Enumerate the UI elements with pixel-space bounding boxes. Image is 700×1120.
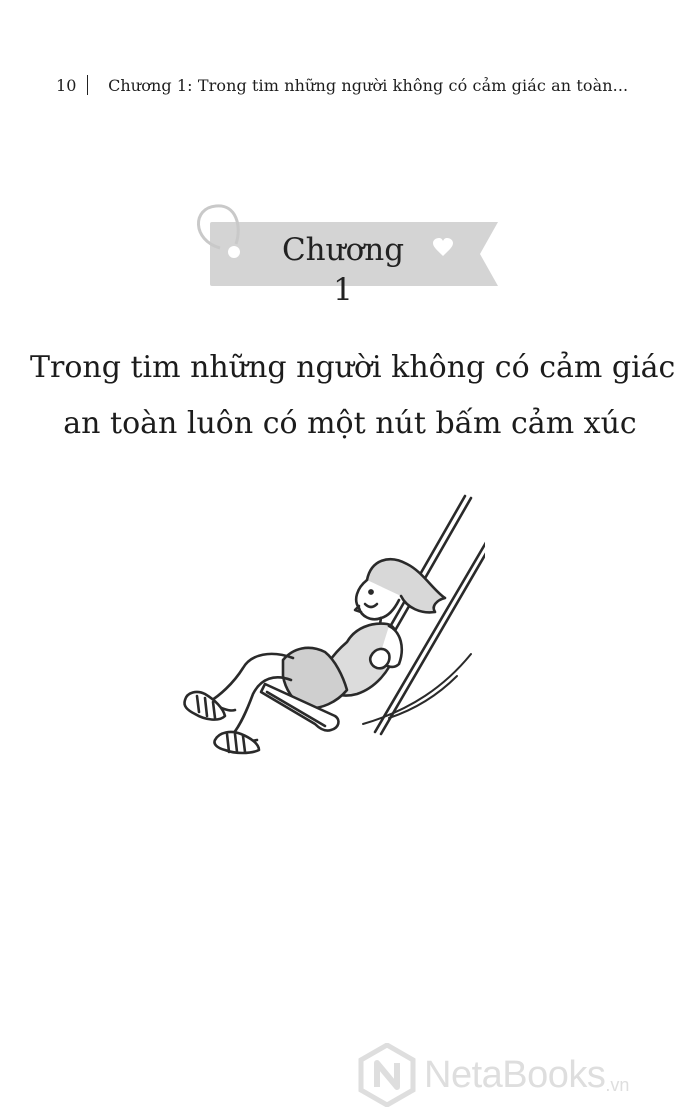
- page-number: 10: [56, 75, 77, 95]
- chapter-label: Chương 1: [281, 232, 405, 308]
- netabooks-logo-icon: [358, 1043, 416, 1107]
- girl-on-swing-illustration: [175, 488, 485, 768]
- watermark-brand: NetaBooks: [424, 1053, 606, 1096]
- chapter-label-tag: [190, 200, 510, 308]
- dot-icon: [228, 246, 240, 258]
- chapter-title: [30, 340, 676, 452]
- header-divider: [87, 75, 89, 95]
- running-title: Chương 1: Trong tim những người không có cảm giác an toàn...: [108, 75, 629, 95]
- watermark-suffix: .vn: [605, 1075, 630, 1095]
- running-header: [56, 72, 656, 98]
- chapter-title-line-1: Trong tim những người không có cảm giác: [30, 350, 676, 385]
- watermark: [358, 1040, 688, 1110]
- chapter-title-line-2: an toàn luôn có một nút bấm cảm xúc: [63, 406, 637, 441]
